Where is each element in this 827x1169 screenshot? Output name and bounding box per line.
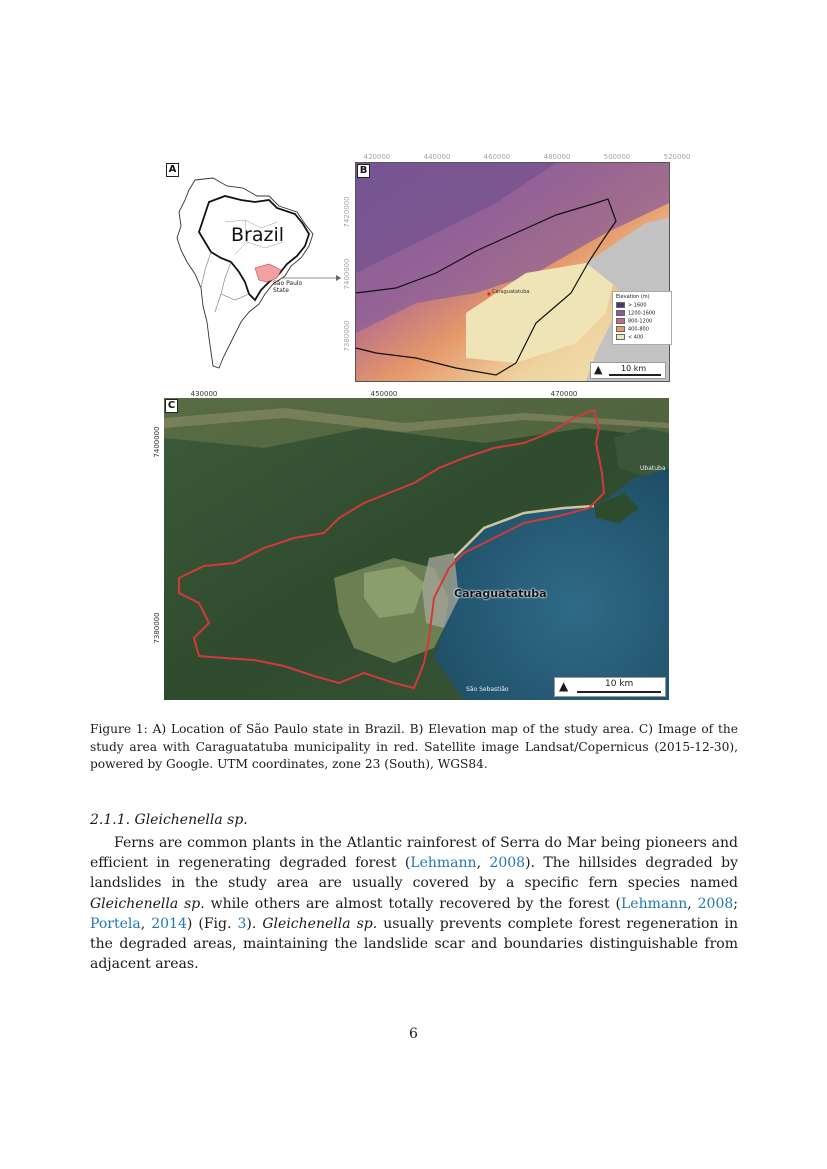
- panel-b-town-label: Caraguatatuba: [492, 289, 530, 295]
- panel-c-label: C: [165, 399, 178, 413]
- legend-item: [616, 302, 668, 310]
- legend-swatch: [616, 334, 625, 340]
- figure-panel-a: [165, 162, 345, 374]
- legend-swatch: [616, 326, 625, 332]
- panel-b-top-tick: 440000: [423, 153, 451, 161]
- section-heading: 2.1.1. Gleichenella sp.: [90, 812, 248, 828]
- elevation-legend: [612, 291, 672, 345]
- panel-c-town-label: Caraguatatuba: [454, 587, 547, 600]
- panel-b-scale-label: 10 km: [621, 364, 647, 373]
- legend-label: 800-1200: [628, 318, 653, 324]
- brazil-label: Brazil: [231, 224, 285, 246]
- north-arrow-icon: ▲: [594, 363, 603, 376]
- south-america-map: [165, 162, 345, 374]
- legend-label: 400-800: [628, 326, 649, 332]
- citation-link[interactable]: 2008: [489, 855, 526, 872]
- citation-link[interactable]: 2014: [151, 915, 187, 932]
- panel-b-top-tick: 520000: [663, 153, 691, 161]
- sao-paulo-label: São Paulo State: [273, 280, 303, 294]
- legend-item: [616, 334, 668, 342]
- citation-link[interactable]: Lehmann: [410, 855, 477, 872]
- legend-label: > 1600: [628, 302, 647, 308]
- panel-b-left-tick: 7420000: [343, 196, 351, 228]
- panel-c-top-tick: 450000: [370, 390, 398, 398]
- panel-b-top-tick: 420000: [363, 153, 391, 161]
- panel-b-left-tick: 7400000: [343, 258, 351, 290]
- panel-b-top-tick: 460000: [483, 153, 511, 161]
- panel-b-left-tick: 7380000: [343, 320, 351, 352]
- panel-b-top-tick: 500000: [603, 153, 631, 161]
- figure-panel-c: [164, 398, 669, 700]
- legend-swatch: [616, 302, 625, 308]
- figure-panel-b: [355, 162, 670, 382]
- citation-link[interactable]: Lehmann: [621, 895, 688, 912]
- page-number: 6: [409, 1026, 418, 1042]
- legend-title: Elevation (m): [616, 294, 650, 300]
- panel-c-scale: [554, 677, 666, 697]
- figure-reference-link[interactable]: 3: [237, 915, 247, 932]
- panel-a-label: A: [166, 163, 179, 177]
- legend-item: [616, 310, 668, 318]
- legend-swatch: [616, 310, 625, 316]
- panel-b-label: B: [357, 164, 370, 178]
- panel-c-top-tick: 430000: [190, 390, 218, 398]
- panel-b-scale: [590, 362, 666, 379]
- legend-item: [616, 318, 668, 326]
- panel-c-top-tick: 470000: [550, 390, 578, 398]
- legend-label: < 400: [628, 334, 644, 340]
- panel-c-scale-label: 10 km: [605, 679, 634, 689]
- panel-c-left-tick: 7380000: [153, 612, 161, 644]
- elevation-map: [356, 163, 669, 381]
- legend-swatch: [616, 318, 625, 324]
- citation-link[interactable]: 2008: [697, 895, 734, 912]
- legend-label: 1200-1600: [628, 310, 656, 316]
- satellite-image: [164, 398, 669, 700]
- sao-sebastiao-label: São Sebastião: [466, 686, 509, 693]
- body-paragraph: Ferns are common plants in the Atlantic rainforest of Serra do Mar being pioneers and efficient in regenerating degraded forest (Lehmann, 2008). The hillsides degraded by landslides in the study area are usually covered by a specific fern species named Gleichenella sp. while others are almost totally recovered by the forest (Lehmann, 2008; Portela, 2014) (Fig. 3). Gleichenella sp. usually prevents complete forest regeneration in the degraded areas, maintaining the landslide scar and boundaries distinguishable from adjacent areas.: [90, 835, 739, 973]
- legend-item: [616, 326, 668, 334]
- north-arrow-icon: ▲: [559, 679, 569, 693]
- ubatuba-label: Ubatuba: [640, 465, 666, 472]
- panel-c-left-tick: 7400000: [153, 426, 161, 458]
- figure-caption: Figure 1: A) Location of São Paulo state in Brazil. B) Elevation map of the study area. C) Image of the study area with Caraguatatuba municipality in red. Satellite image Landsat/Copernicus (2015-12-30), powered by Google. UTM coordinates, zone 23 (South), WGS84.: [90, 722, 738, 771]
- panel-b-top-tick: 480000: [543, 153, 571, 161]
- citation-link[interactable]: Portela: [90, 915, 141, 932]
